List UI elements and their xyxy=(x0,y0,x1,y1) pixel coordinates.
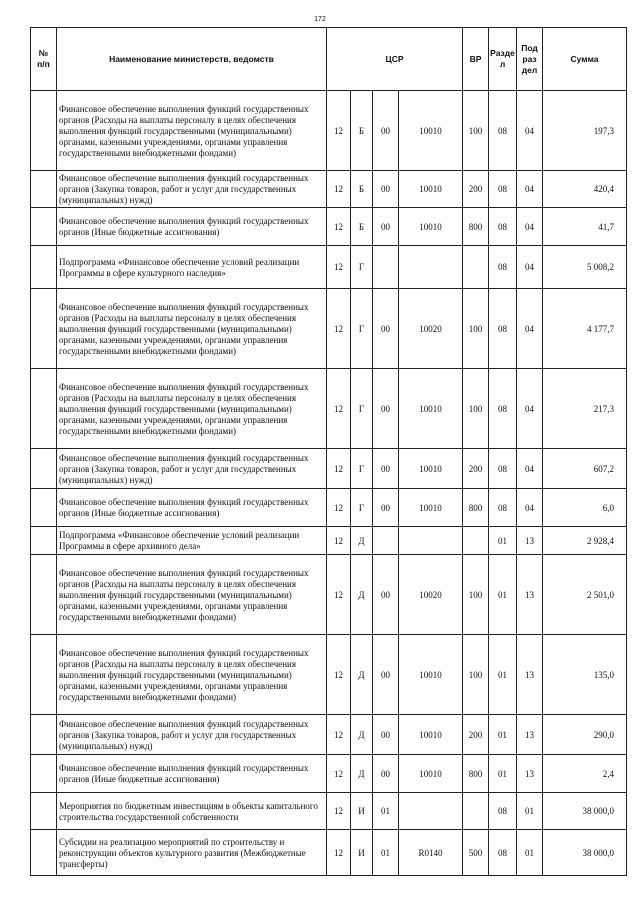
table-row xyxy=(31,527,627,555)
row-csr-subprogram-cell: Г xyxy=(351,489,373,527)
row-num-cell xyxy=(31,793,57,830)
row-podrazdel-cell: 13 xyxy=(517,715,543,755)
row-csr-subprogram-cell: Г xyxy=(351,369,373,449)
row-sum-cell: 2 501,0 xyxy=(543,555,627,635)
header-podrazdel: Под раз дел xyxy=(517,28,543,91)
row-csr-subprogram-cell: Д xyxy=(351,555,373,635)
row-csr-subprogram-cell: Г xyxy=(351,246,373,289)
row-name-cell: Подпрограмма «Финансовое обеспечение условий реализации Программы в сфере архивного дела» xyxy=(57,527,327,555)
row-csr-program-cell: 12 xyxy=(327,208,351,246)
row-podrazdel-cell: 04 xyxy=(517,246,543,289)
row-csr-code-cell: 10010 xyxy=(399,755,463,793)
row-csr-code-cell: 10010 xyxy=(399,171,463,208)
row-podrazdel-cell: 04 xyxy=(517,489,543,527)
table-row xyxy=(31,489,627,527)
row-razdel-cell: 08 xyxy=(489,489,517,527)
row-vr-cell: 200 xyxy=(463,449,489,489)
row-num-cell xyxy=(31,527,57,555)
row-name-cell: Финансовое обеспечение выполнения функций государственных органов (Расходы на выплаты персоналу в целях обеспечения выполнения функций государственными (муниципальными) органами, казенными учреждениями, органами управления государственными внебюджетными фондами) xyxy=(57,369,327,449)
row-podrazdel-cell: 04 xyxy=(517,369,543,449)
row-podrazdel-cell: 04 xyxy=(517,171,543,208)
row-csr-program-cell: 12 xyxy=(327,527,351,555)
row-csr-code-cell: 10020 xyxy=(399,555,463,635)
row-csr-group-cell: 01 xyxy=(373,830,399,876)
header-name: Наименование министерств, ведомств xyxy=(57,28,327,91)
row-sum-cell: 197,3 xyxy=(543,91,627,171)
row-podrazdel-cell: 04 xyxy=(517,208,543,246)
row-csr-program-cell: 12 xyxy=(327,369,351,449)
row-csr-subprogram-cell: Д xyxy=(351,715,373,755)
row-csr-program-cell: 12 xyxy=(327,489,351,527)
table-row xyxy=(31,208,627,246)
row-csr-code-cell xyxy=(399,527,463,555)
row-razdel-cell: 08 xyxy=(489,91,517,171)
row-razdel-cell: 01 xyxy=(489,635,517,715)
row-csr-code-cell: 10010 xyxy=(399,489,463,527)
row-name-cell: Подпрограмма «Финансовое обеспечение условий реализации Программы в сфере культурного наследия» xyxy=(57,246,327,289)
header-razdel: Разде л xyxy=(489,28,517,91)
row-csr-group-cell: 01 xyxy=(373,793,399,830)
row-podrazdel-cell: 04 xyxy=(517,91,543,171)
row-csr-group-cell: 00 xyxy=(373,91,399,171)
row-razdel-cell: 01 xyxy=(489,555,517,635)
row-csr-program-cell: 12 xyxy=(327,635,351,715)
row-podrazdel-cell: 04 xyxy=(517,289,543,369)
row-sum-cell: 290,0 xyxy=(543,715,627,755)
row-razdel-cell: 01 xyxy=(489,755,517,793)
row-csr-program-cell: 12 xyxy=(327,830,351,876)
row-csr-group-cell: 00 xyxy=(373,755,399,793)
row-num-cell xyxy=(31,755,57,793)
row-csr-subprogram-cell: Б xyxy=(351,91,373,171)
row-vr-cell: 100 xyxy=(463,289,489,369)
page-number: 172 xyxy=(314,16,326,23)
row-csr-code-cell: R0140 xyxy=(399,830,463,876)
row-csr-program-cell: 12 xyxy=(327,793,351,830)
row-podrazdel-cell: 04 xyxy=(517,449,543,489)
row-num-cell xyxy=(31,91,57,171)
row-vr-cell xyxy=(463,793,489,830)
row-sum-cell: 41,7 xyxy=(543,208,627,246)
row-num-cell xyxy=(31,369,57,449)
row-razdel-cell: 08 xyxy=(489,289,517,369)
row-csr-code-cell: 10010 xyxy=(399,449,463,489)
table-row xyxy=(31,246,627,289)
row-csr-code-cell: 10010 xyxy=(399,208,463,246)
row-name-cell: Финансовое обеспечение выполнения функций государственных органов (Закупка товаров, работ и услуг для государственных (муниципальных) нужд) xyxy=(57,715,327,755)
row-vr-cell: 200 xyxy=(463,715,489,755)
row-csr-group-cell: 00 xyxy=(373,449,399,489)
row-name-cell: Мероприятия по бюджетным инвестициям в объекты капитального строительства государственной собственности xyxy=(57,793,327,830)
row-sum-cell: 607,2 xyxy=(543,449,627,489)
row-name-cell: Финансовое обеспечение выполнения функций государственных органов (Закупка товаров, работ и услуг для государственных (муниципальных) нужд) xyxy=(57,449,327,489)
table-row xyxy=(31,793,627,830)
row-vr-cell: 800 xyxy=(463,755,489,793)
row-csr-program-cell: 12 xyxy=(327,715,351,755)
row-podrazdel-cell: 01 xyxy=(517,830,543,876)
table-row xyxy=(31,830,627,876)
row-razdel-cell: 08 xyxy=(489,830,517,876)
row-sum-cell: 5 008,2 xyxy=(543,246,627,289)
row-num-cell xyxy=(31,489,57,527)
row-csr-code-cell: 10010 xyxy=(399,369,463,449)
row-csr-code-cell xyxy=(399,793,463,830)
row-csr-code-cell: 10010 xyxy=(399,635,463,715)
row-num-cell xyxy=(31,246,57,289)
row-csr-program-cell: 12 xyxy=(327,246,351,289)
row-csr-program-cell: 12 xyxy=(327,171,351,208)
row-num-cell xyxy=(31,715,57,755)
header-csr: ЦСР xyxy=(327,28,463,91)
row-sum-cell: 217,3 xyxy=(543,369,627,449)
row-csr-group-cell: 00 xyxy=(373,715,399,755)
row-vr-cell: 100 xyxy=(463,635,489,715)
row-sum-cell: 38 000,0 xyxy=(543,793,627,830)
row-csr-group-cell: 00 xyxy=(373,289,399,369)
row-csr-subprogram-cell: Г xyxy=(351,449,373,489)
row-csr-program-cell: 12 xyxy=(327,449,351,489)
row-csr-group-cell: 00 xyxy=(373,635,399,715)
header-num: № п/п xyxy=(31,28,57,91)
row-vr-cell: 200 xyxy=(463,171,489,208)
row-csr-subprogram-cell: Б xyxy=(351,171,373,208)
row-csr-subprogram-cell: И xyxy=(351,793,373,830)
row-razdel-cell: 08 xyxy=(489,793,517,830)
row-num-cell xyxy=(31,171,57,208)
row-csr-group-cell: 00 xyxy=(373,555,399,635)
row-csr-code-cell xyxy=(399,246,463,289)
table-row xyxy=(31,369,627,449)
budget-table xyxy=(30,27,627,876)
row-csr-subprogram-cell: Д xyxy=(351,755,373,793)
row-vr-cell xyxy=(463,246,489,289)
row-csr-group-cell xyxy=(373,527,399,555)
table-row xyxy=(31,755,627,793)
row-csr-program-cell: 12 xyxy=(327,755,351,793)
row-name-cell: Финансовое обеспечение выполнения функций государственных органов (Иные бюджетные ассигнования) xyxy=(57,208,327,246)
row-csr-group-cell xyxy=(373,246,399,289)
row-name-cell: Субсидии на реализацию мероприятий по строительству и реконструкции объектов культурного развития (Межбюджетные трансферты) xyxy=(57,830,327,876)
table-row xyxy=(31,171,627,208)
row-razdel-cell: 08 xyxy=(489,369,517,449)
row-sum-cell: 2,4 xyxy=(543,755,627,793)
table-row xyxy=(31,715,627,755)
row-sum-cell: 420,4 xyxy=(543,171,627,208)
row-csr-subprogram-cell: Д xyxy=(351,527,373,555)
row-csr-code-cell: 10010 xyxy=(399,715,463,755)
table-row xyxy=(31,289,627,369)
row-name-cell: Финансовое обеспечение выполнения функций государственных органов (Расходы на выплаты персоналу в целях обеспечения выполнения функций государственными (муниципальными) органами, казенными учреждениями, органами управления государственными внебюджетными фондами) xyxy=(57,555,327,635)
header-summa: Сумма xyxy=(543,28,627,91)
row-name-cell: Финансовое обеспечение выполнения функций государственных органов (Закупка товаров, работ и услуг для государственных (муниципальных) нужд) xyxy=(57,171,327,208)
row-vr-cell: 500 xyxy=(463,830,489,876)
table-row xyxy=(31,449,627,489)
row-podrazdel-cell: 01 xyxy=(517,793,543,830)
row-razdel-cell: 08 xyxy=(489,208,517,246)
row-razdel-cell: 08 xyxy=(489,171,517,208)
row-num-cell xyxy=(31,635,57,715)
row-sum-cell: 38 000,0 xyxy=(543,830,627,876)
row-sum-cell: 4 177,7 xyxy=(543,289,627,369)
table-row xyxy=(31,555,627,635)
row-csr-subprogram-cell: Г xyxy=(351,289,373,369)
row-vr-cell: 100 xyxy=(463,369,489,449)
row-csr-group-cell: 00 xyxy=(373,369,399,449)
row-num-cell xyxy=(31,289,57,369)
row-num-cell xyxy=(31,208,57,246)
row-razdel-cell: 01 xyxy=(489,527,517,555)
row-sum-cell: 6,0 xyxy=(543,489,627,527)
row-sum-cell: 135,0 xyxy=(543,635,627,715)
row-name-cell: Финансовое обеспечение выполнения функций государственных органов (Расходы на выплаты персоналу в целях обеспечения выполнения функций государственными (муниципальными) органами, казенными учреждениями, органами управления государственными внебюджетными фондами) xyxy=(57,289,327,369)
row-name-cell: Финансовое обеспечение выполнения функций государственных органов (Расходы на выплаты персоналу в целях обеспечения выполнения функций государственными (муниципальными) органами, казенными учреждениями, органами управления государственными внебюджетными фондами) xyxy=(57,635,327,715)
row-csr-group-cell: 00 xyxy=(373,489,399,527)
row-name-cell: Финансовое обеспечение выполнения функций государственных органов (Расходы на выплаты персоналу в целях обеспечения выполнения функций государственными (муниципальными) органами, казенными учреждениями, органами управления государственными внебюджетными фондами) xyxy=(57,91,327,171)
row-num-cell xyxy=(31,555,57,635)
row-vr-cell: 100 xyxy=(463,555,489,635)
table-row xyxy=(31,635,627,715)
row-num-cell xyxy=(31,830,57,876)
header-vr: ВР xyxy=(463,28,489,91)
row-csr-code-cell: 10020 xyxy=(399,289,463,369)
row-podrazdel-cell: 13 xyxy=(517,755,543,793)
row-csr-program-cell: 12 xyxy=(327,91,351,171)
row-csr-group-cell: 00 xyxy=(373,171,399,208)
row-csr-subprogram-cell: И xyxy=(351,830,373,876)
row-razdel-cell: 08 xyxy=(489,246,517,289)
row-vr-cell: 100 xyxy=(463,91,489,171)
row-razdel-cell: 08 xyxy=(489,449,517,489)
row-name-cell: Финансовое обеспечение выполнения функций государственных органов (Иные бюджетные ассигнования) xyxy=(57,489,327,527)
row-csr-program-cell: 12 xyxy=(327,289,351,369)
row-name-cell: Финансовое обеспечение выполнения функций государственных органов (Иные бюджетные ассигнования) xyxy=(57,755,327,793)
row-sum-cell: 2 928,4 xyxy=(543,527,627,555)
row-csr-group-cell: 00 xyxy=(373,208,399,246)
table-header-row xyxy=(31,28,627,91)
row-vr-cell: 800 xyxy=(463,208,489,246)
row-csr-program-cell: 12 xyxy=(327,555,351,635)
row-csr-subprogram-cell: Д xyxy=(351,635,373,715)
row-csr-subprogram-cell: Б xyxy=(351,208,373,246)
row-vr-cell xyxy=(463,527,489,555)
row-csr-code-cell: 10010 xyxy=(399,91,463,171)
row-podrazdel-cell: 13 xyxy=(517,555,543,635)
row-podrazdel-cell: 13 xyxy=(517,527,543,555)
table-row xyxy=(31,91,627,171)
row-vr-cell: 800 xyxy=(463,489,489,527)
row-podrazdel-cell: 13 xyxy=(517,635,543,715)
row-razdel-cell: 01 xyxy=(489,715,517,755)
row-num-cell xyxy=(31,449,57,489)
